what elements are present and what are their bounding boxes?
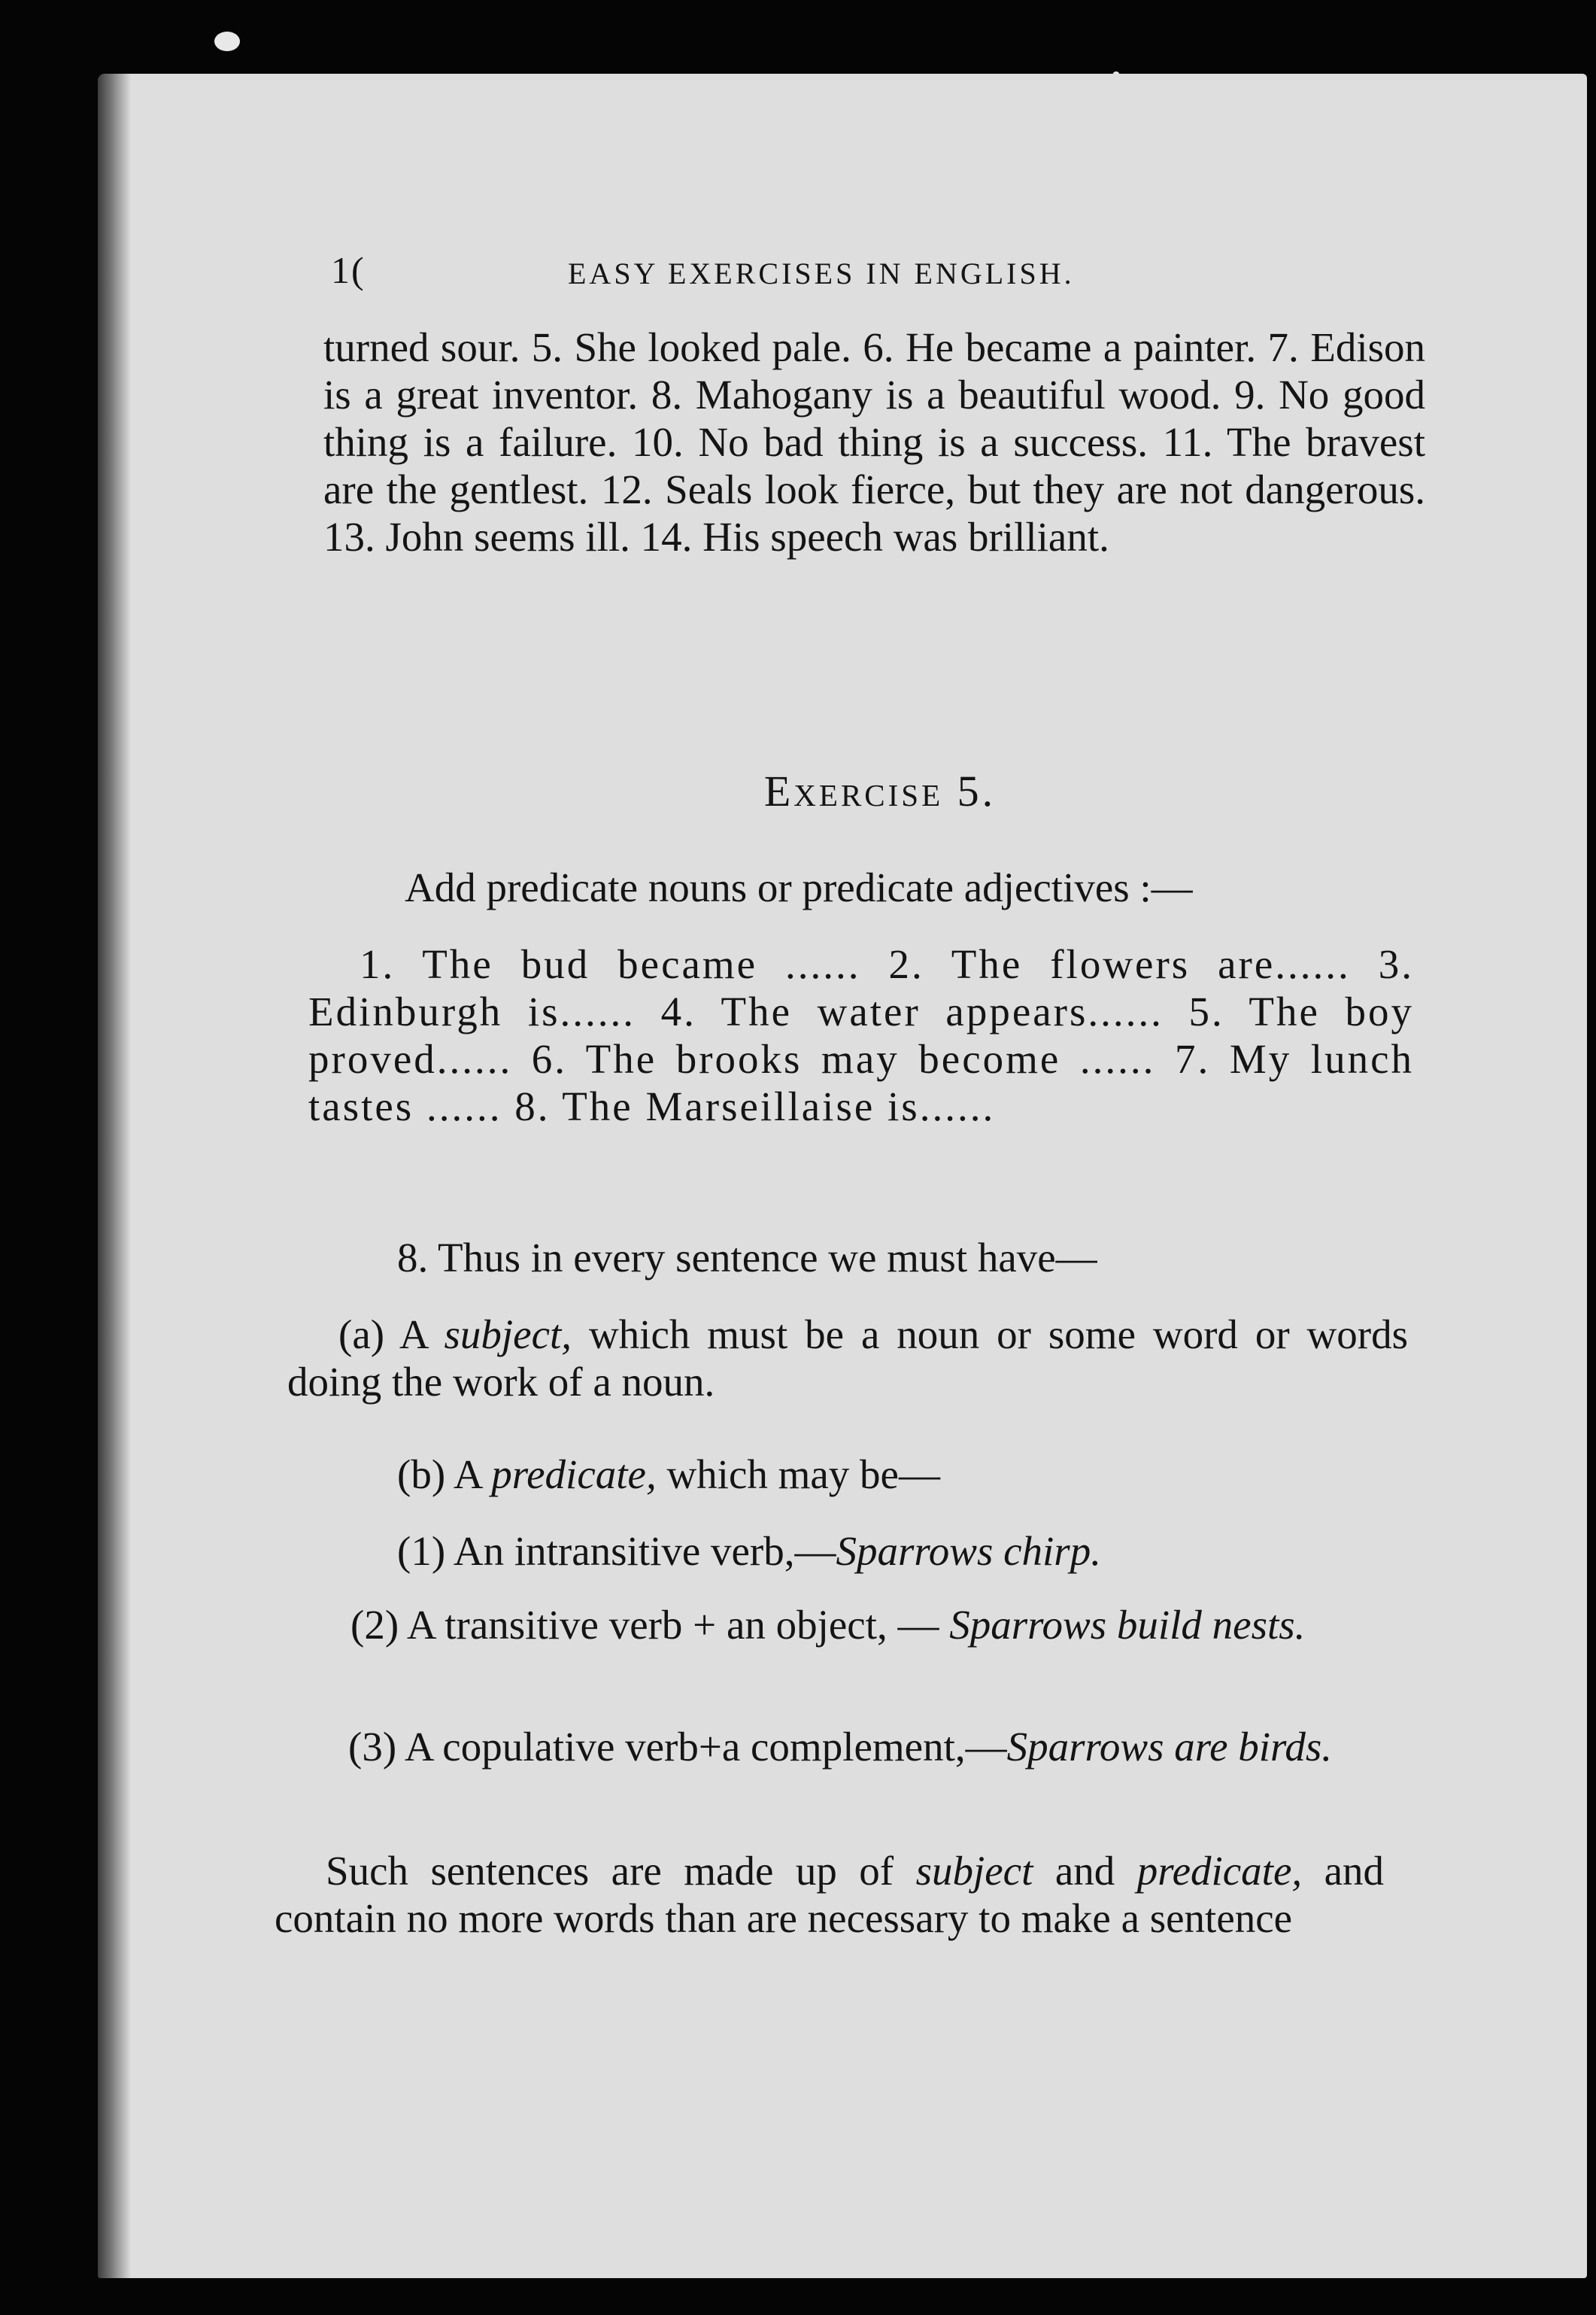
exercise-instruction: Add predicate nouns or predicate adjectives :— xyxy=(405,864,1193,910)
predicate-type-3-text: (3) A copulative verb+a complement,— xyxy=(348,1724,1007,1770)
predicate-term: predicate, xyxy=(491,1451,657,1497)
summary-text-2: and xyxy=(1033,1848,1137,1894)
predicate-definition xyxy=(346,1451,1414,1498)
summary-text-1: Such sentences are made up of xyxy=(326,1848,916,1894)
subject-rest: which must be a noun or some word or words doing the work of a noun. xyxy=(287,1311,1408,1405)
predicate-type-3 xyxy=(297,1723,1403,1770)
running-title: EASY EXERCISES IN ENGLISH. xyxy=(568,257,1075,290)
predicate-type-2-example: Sparrows build nests. xyxy=(949,1602,1306,1648)
subject-definition xyxy=(287,1311,1408,1405)
subject-label: (a) A xyxy=(338,1311,445,1357)
exercise-items xyxy=(308,940,1414,1130)
predicate-rest: which may be— xyxy=(656,1451,940,1497)
continuation-text: turned sour. 5. She looked pale. 6. He became a painter. 7. Edison is a great inventor. 8. Mahogany is a beautiful wood. 9. No good thing is a failure. 10. No bad thing is a success. 11. The bravest are the gentlest. 12. Seals look fierce, but they are not dangerous. 13. John seems ill. 14. His speech was brilliant. xyxy=(323,324,1425,560)
predicate-type-2-text: (2) A transitive verb + an object, — xyxy=(350,1602,950,1648)
predicate-type-2 xyxy=(299,1601,1405,1648)
predicate-type-1-example: Sparrows chirp. xyxy=(836,1528,1101,1574)
exercise-heading: Exercise 5. xyxy=(763,767,997,816)
summary-subject: subject xyxy=(915,1848,1033,1894)
exercise-items-text: 1. The bud became ...... 2. The flowers are...... 3. Edinburgh is...... 4. The water appears...... 5. The boy proved...... 6. The brooks may become ...... 7. My lunch tastes ...... 8. The Marseillaise is...... xyxy=(308,941,1414,1129)
summary-text-3: and contain no more words than are necessary to make a sentence xyxy=(275,1848,1384,1941)
continuation-paragraph xyxy=(323,324,1425,561)
page-number: 1( xyxy=(331,249,366,291)
predicate-type-1-text: (1) An intransitive verb,— xyxy=(397,1528,836,1574)
summary-predicate: predicate, xyxy=(1136,1848,1303,1894)
predicate-type-3-example: Sparrows are birds. xyxy=(1006,1724,1333,1770)
page-spine-shadow xyxy=(98,74,131,2278)
predicate-type-1 xyxy=(346,1527,1414,1575)
subject-term: subject, xyxy=(444,1311,572,1357)
predicate-label: (b) A xyxy=(397,1451,492,1497)
dust-speck xyxy=(214,32,240,51)
summary-paragraph xyxy=(275,1847,1384,1942)
section-8-intro: 8. Thus in every sentence we must have— xyxy=(397,1235,1097,1281)
page-header xyxy=(98,175,1203,291)
